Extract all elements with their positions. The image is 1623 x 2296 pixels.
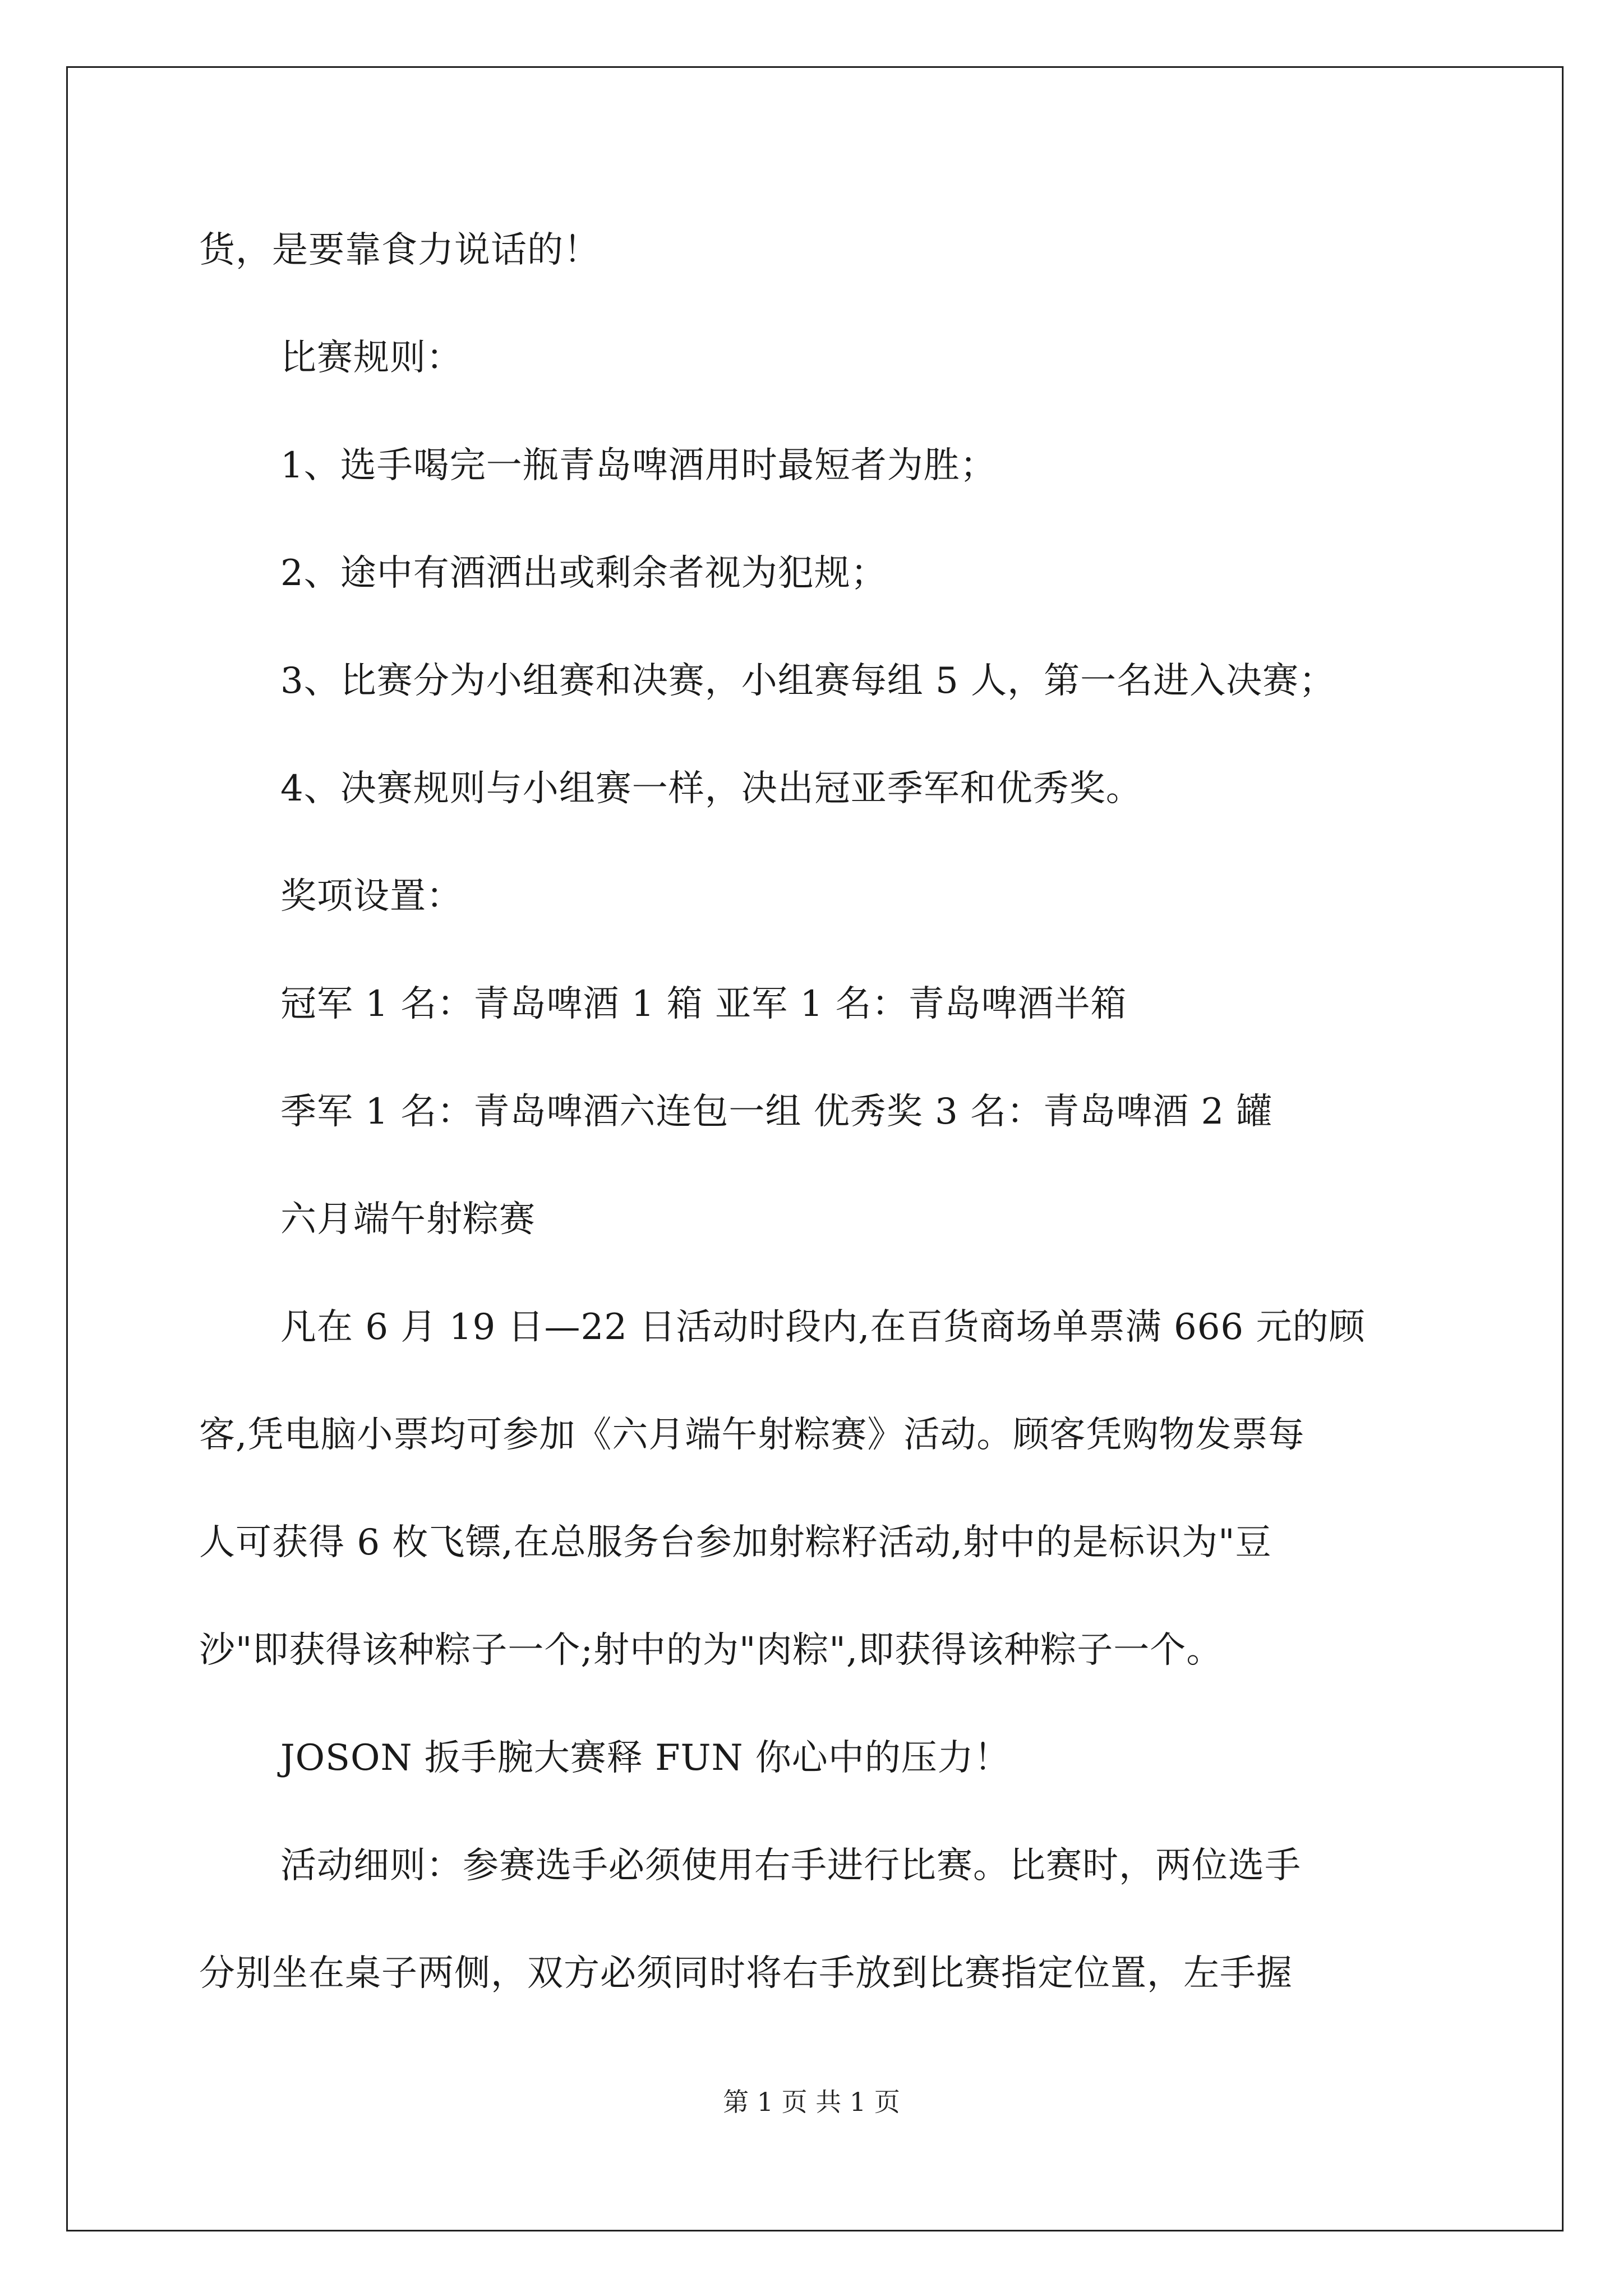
heading-awards: 奖项设置： xyxy=(280,876,463,917)
page-border xyxy=(66,66,1564,2231)
heading-dragon-boat-event: 六月端午射粽赛 xyxy=(280,1199,536,1240)
paragraph-line: 凡在 6 月 19 日—22 日活动时段内,在百货商场单票满 666 元的顾 xyxy=(280,1306,1366,1348)
paragraph-line: 人可获得 6 枚飞镖,在总服务台参加射粽籽活动,射中的是标识为"豆 xyxy=(199,1522,1272,1563)
heading-arm-wrestling: JOSON 扳手腕大赛释 FUN 你心中的压力！ xyxy=(280,1737,1011,1779)
paragraph-line: 分别坐在桌子两侧，双方必须同时将右手放到比赛指定位置，左手握 xyxy=(199,1953,1293,1994)
paragraph-line: 活动细则：参赛选手必须使用右手进行比赛。比赛时，两位选手 xyxy=(280,1845,1301,1887)
award-line-2: 季军 1 名：青岛啤酒六连包一组 优秀奖 3 名：青岛啤酒 2 罐 xyxy=(280,1091,1273,1133)
rule-item-2: 2、途中有酒洒出或剩余者视为犯规； xyxy=(280,553,887,594)
page-number: 第 1 页 共 1 页 xyxy=(723,2087,900,2117)
award-line-1: 冠军 1 名：青岛啤酒 1 箱 亚军 1 名：青岛啤酒半箱 xyxy=(280,983,1127,1025)
rule-item-3: 3、比赛分为小组赛和决赛，小组赛每组 5 人，第一名进入决赛； xyxy=(280,660,1336,702)
paragraph-line: 沙"即获得该种粽子一个;射中的为"肉粽",即获得该种粽子一个。 xyxy=(199,1630,1223,1671)
text-line-continuation: 货，是要靠食力说话的！ xyxy=(199,229,600,271)
rule-item-4: 4、决赛规则与小组赛一样，决出冠亚季军和优秀奖。 xyxy=(280,768,1142,809)
paragraph-line: 客,凭电脑小票均可参加《六月端午射粽赛》活动。顾客凭购物发票每 xyxy=(199,1414,1305,1456)
heading-rules: 比赛规则： xyxy=(280,337,463,379)
rule-item-1: 1、选手喝完一瓶青岛啤酒用时最短者为胜； xyxy=(280,445,997,486)
